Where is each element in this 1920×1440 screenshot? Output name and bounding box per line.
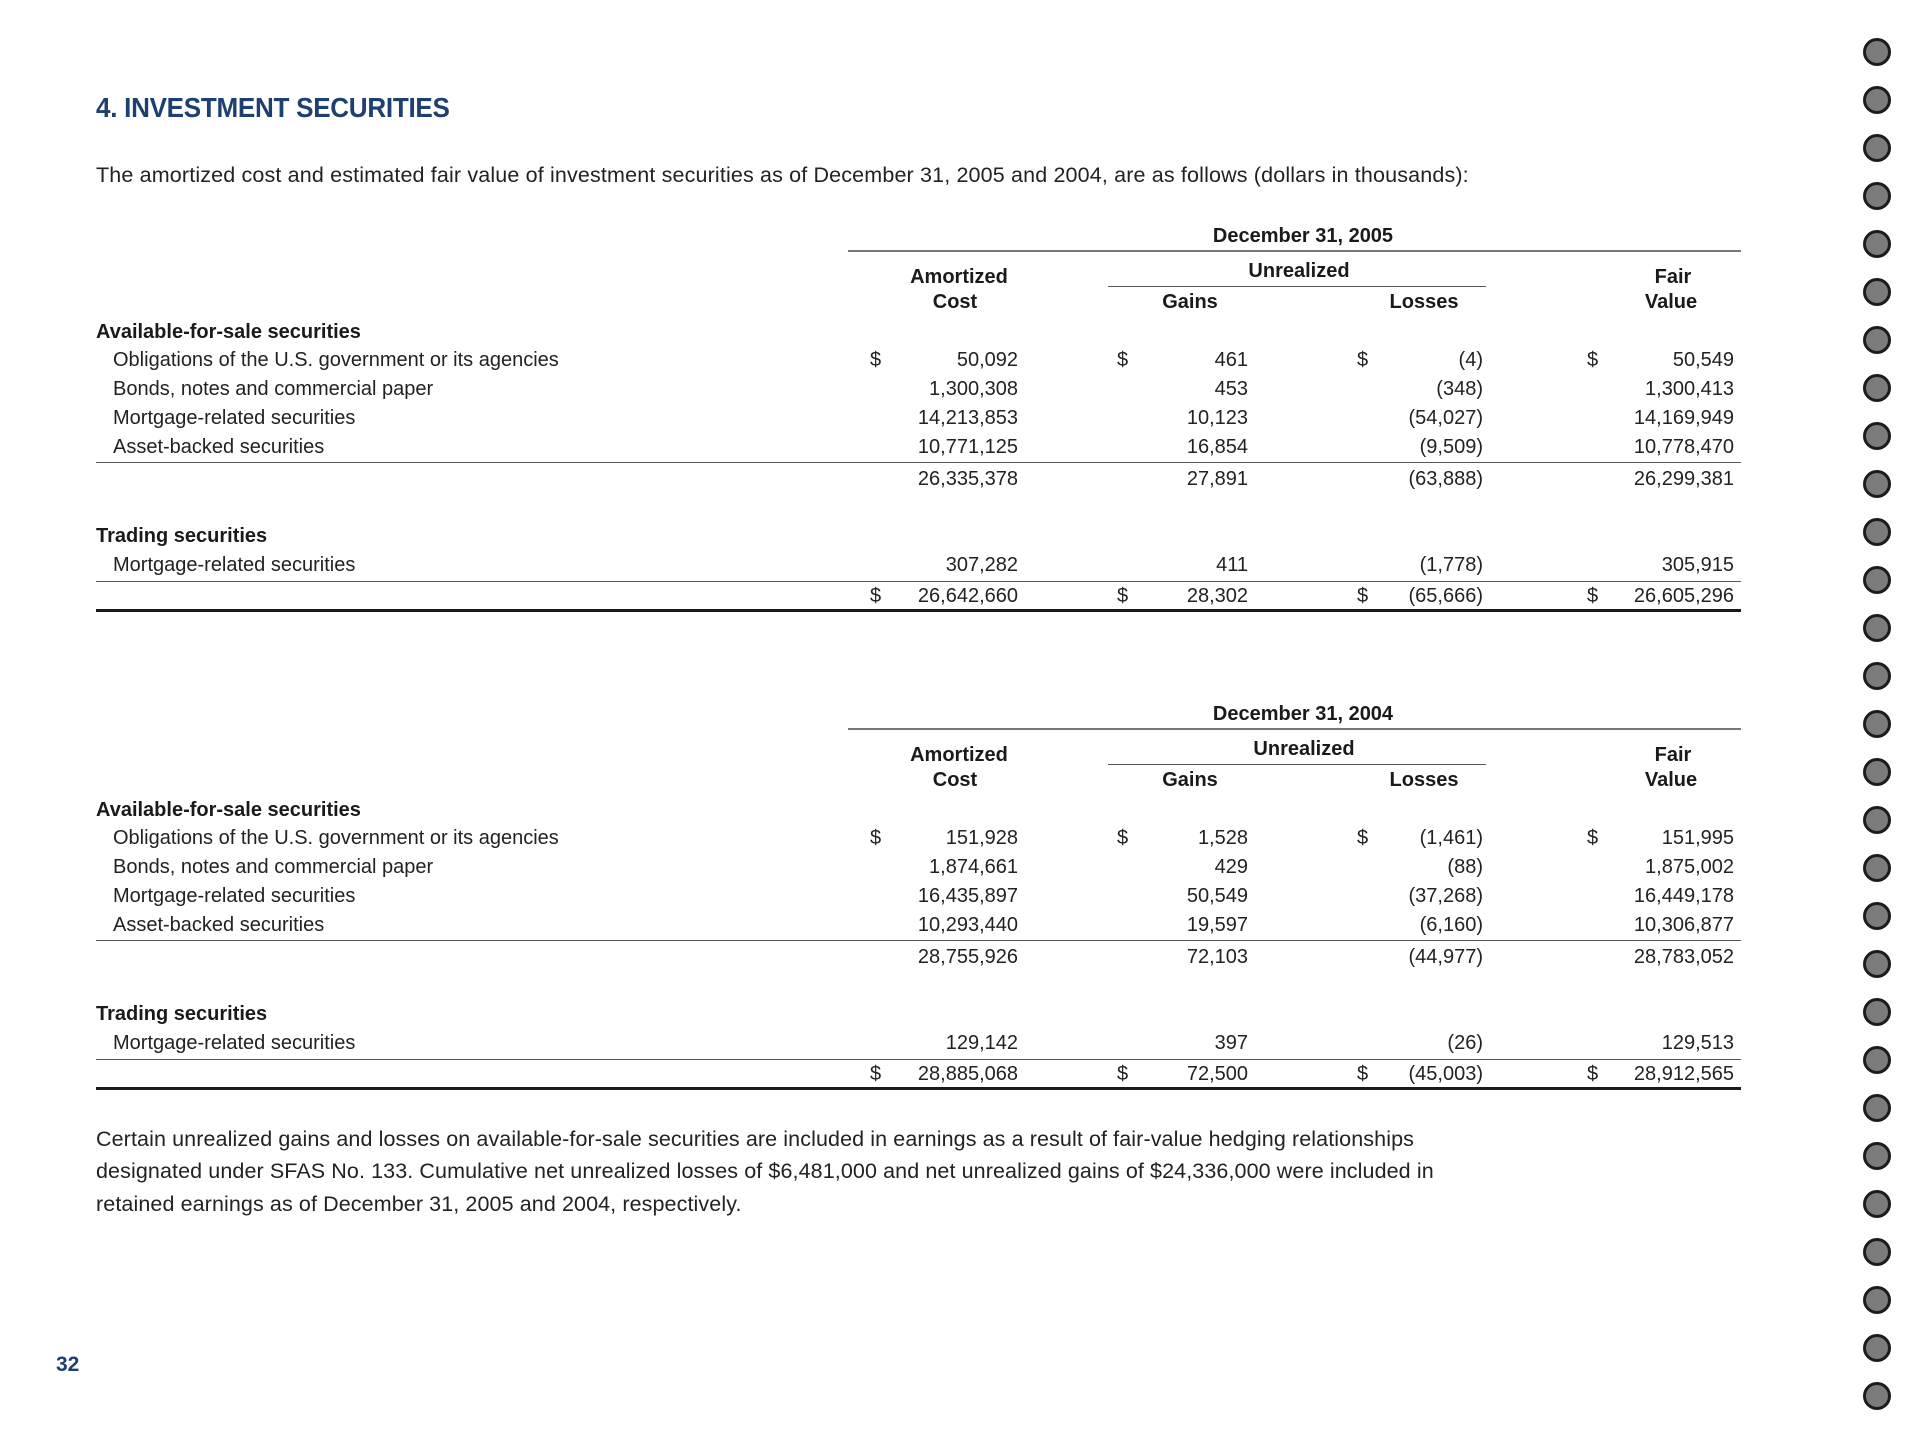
total-losses: (45,003) [1408, 1063, 1483, 1085]
currency-symbol: $ [870, 585, 882, 607]
col-header-unrealized: Unrealized [1248, 260, 1350, 282]
binder-hole-icon [1863, 518, 1891, 546]
intro-paragraph: The amortized cost and estimated fair value of investment securities as of December 31, 2005 and 2004, are as follows (dollars in thousands): [96, 163, 1469, 187]
binder-hole-icon [1863, 374, 1891, 402]
cell-gains: 429 [1214, 856, 1248, 878]
cell-losses: (4) [1458, 349, 1483, 371]
footnote-line: designated under SFAS No. 133. Cumulative net unrealized losses of $6,481,000 and net unrealized gains of $24,336,000 were included in [96, 1159, 1434, 1183]
cell-fair: 1,300,413 [1645, 378, 1734, 400]
table-date-header: December 31, 2004 [1212, 703, 1394, 725]
cell-cost: 129,142 [945, 1032, 1018, 1054]
col-header-amortized: Amortized [910, 266, 1008, 288]
row-label: Obligations of the U.S. government or its agencies [113, 827, 559, 849]
subtotal-gains: 72,103 [1186, 946, 1248, 968]
securities-table-2004 [0, 698, 1920, 1098]
cell-losses: (54,027) [1408, 407, 1483, 429]
binder-hole-icon [1863, 758, 1891, 786]
total-fair: 28,912,565 [1633, 1063, 1734, 1085]
section-label-trading: Trading securities [96, 1003, 268, 1025]
cell-gains: 16,854 [1186, 436, 1248, 458]
row-label: Mortgage-related securities [113, 885, 356, 907]
col-header-gains: Gains [1162, 291, 1218, 313]
cell-losses: (37,268) [1408, 885, 1483, 907]
total-cost: 28,885,068 [917, 1063, 1018, 1085]
section-label-trading: Trading securities [96, 525, 268, 547]
cell-cost: 1,874,661 [929, 856, 1018, 878]
binder-hole-icon [1863, 230, 1891, 258]
binder-hole-icon [1863, 86, 1891, 114]
binder-hole-icon [1863, 38, 1891, 66]
cell-cost: 10,293,440 [917, 914, 1018, 936]
table-date-header: December 31, 2005 [1212, 225, 1394, 247]
cell-losses: (1,778) [1419, 554, 1483, 576]
binder-hole-icon [1863, 278, 1891, 306]
subtotal-cost: 28,755,926 [917, 946, 1018, 968]
section-label-afs: Available-for-sale securities [96, 799, 361, 821]
cell-gains: 1,528 [1197, 827, 1248, 849]
cell-fair: 305,915 [1661, 554, 1734, 576]
cell-cost: 10,771,125 [917, 436, 1018, 458]
currency-symbol: $ [1587, 585, 1599, 607]
binder-hole-icon [1863, 566, 1891, 594]
unrealized-rule [1108, 764, 1486, 765]
binder-hole-icon [1863, 1382, 1891, 1410]
total-gains: 72,500 [1186, 1063, 1248, 1085]
col-header-losses: Losses [1389, 291, 1459, 313]
subtotal-fair: 26,299,381 [1633, 468, 1734, 490]
currency-symbol: $ [870, 349, 882, 371]
col-header-fair: Fair [1654, 266, 1692, 288]
subtotal-cost: 26,335,378 [917, 468, 1018, 490]
col-header-unrealized: Unrealized [1253, 738, 1355, 760]
binder-hole-icon [1863, 902, 1891, 930]
currency-symbol: $ [1587, 827, 1599, 849]
total-losses: (65,666) [1408, 585, 1483, 607]
binder-hole-icon [1863, 422, 1891, 450]
total-gains: 28,302 [1186, 585, 1248, 607]
col-header-fair: Fair [1654, 744, 1692, 766]
cell-cost: 307,282 [945, 554, 1018, 576]
header-rule [848, 250, 1741, 252]
col-header-gains: Gains [1162, 769, 1218, 791]
cell-gains: 10,123 [1186, 407, 1248, 429]
cell-losses: (9,509) [1419, 436, 1483, 458]
cell-fair: 16,449,178 [1633, 885, 1734, 907]
binder-hole-icon [1863, 1142, 1891, 1170]
col-header-value: Value [1644, 769, 1698, 791]
cell-losses: (1,461) [1419, 827, 1483, 849]
row-label: Asset-backed securities [113, 436, 325, 458]
currency-symbol: $ [1587, 1063, 1599, 1085]
binder-hole-icon [1863, 1238, 1891, 1266]
binder-hole-icon [1863, 1046, 1891, 1074]
grand-total-rule [96, 609, 1741, 612]
cell-gains: 461 [1214, 349, 1248, 371]
total-fair: 26,605,296 [1633, 585, 1734, 607]
binder-hole-icon [1863, 614, 1891, 642]
subtotal-rule [96, 462, 1741, 463]
cell-gains: 50,549 [1186, 885, 1248, 907]
col-header-cost: Cost [932, 291, 978, 313]
cell-fair: 10,778,470 [1633, 436, 1734, 458]
binder-hole-icon [1863, 1334, 1891, 1362]
binder-hole-icon [1863, 1190, 1891, 1218]
currency-symbol: $ [1117, 1063, 1129, 1085]
currency-symbol: $ [1357, 827, 1369, 849]
currency-symbol: $ [1357, 349, 1369, 371]
unrealized-rule [1108, 286, 1486, 287]
binder-hole-icon [1863, 470, 1891, 498]
cell-cost: 50,092 [956, 349, 1018, 371]
section-heading: 4. INVESTMENT SECURITIES [96, 92, 450, 123]
row-label: Bonds, notes and commercial paper [113, 378, 434, 400]
subtotal-rule [96, 940, 1741, 941]
cell-cost: 14,213,853 [917, 407, 1018, 429]
binder-hole-icon [1863, 806, 1891, 834]
binder-hole-icon [1863, 326, 1891, 354]
cell-fair: 10,306,877 [1633, 914, 1734, 936]
binder-hole-icon [1863, 998, 1891, 1026]
cell-fair: 151,995 [1661, 827, 1734, 849]
binder-hole-icon [1863, 854, 1891, 882]
cell-gains: 411 [1216, 554, 1248, 576]
cell-gains: 397 [1214, 1032, 1248, 1054]
grand-total-rule [96, 1087, 1741, 1090]
header-rule [848, 728, 1741, 730]
currency-symbol: $ [1357, 585, 1369, 607]
binder-hole-icon [1863, 182, 1891, 210]
col-header-amortized: Amortized [910, 744, 1008, 766]
cell-fair: 129,513 [1661, 1032, 1734, 1054]
cell-cost: 151,928 [945, 827, 1018, 849]
page-number: 32 [56, 1353, 80, 1376]
cell-losses: (6,160) [1419, 914, 1483, 936]
cell-cost: 1,300,308 [929, 378, 1018, 400]
cell-fair: 50,549 [1672, 349, 1734, 371]
currency-symbol: $ [1117, 827, 1129, 849]
cell-fair: 14,169,949 [1633, 407, 1734, 429]
currency-symbol: $ [1587, 349, 1599, 371]
cell-losses: (348) [1436, 378, 1483, 400]
binder-hole-icon [1863, 1286, 1891, 1314]
currency-symbol: $ [870, 1063, 882, 1085]
subtotal-losses: (63,888) [1408, 468, 1483, 490]
total-cost: 26,642,660 [917, 585, 1018, 607]
cell-fair: 1,875,002 [1645, 856, 1734, 878]
col-header-losses: Losses [1389, 769, 1459, 791]
subtotal-fair: 28,783,052 [1633, 946, 1734, 968]
securities-table-2005 [0, 220, 1920, 620]
section-label-afs: Available-for-sale securities [96, 321, 361, 343]
col-header-value: Value [1644, 291, 1698, 313]
cell-losses: (88) [1447, 856, 1483, 878]
total-rule [96, 581, 1741, 582]
binder-hole-icon [1863, 662, 1891, 690]
currency-symbol: $ [1357, 1063, 1369, 1085]
footnote-line: retained earnings as of December 31, 2005 and 2004, respectively. [96, 1192, 742, 1216]
currency-symbol: $ [870, 827, 882, 849]
row-label: Mortgage-related securities [113, 1032, 356, 1054]
footnote-line: Certain unrealized gains and losses on available-for-sale securities are included in earnings as a result of fair-value hedging relationships [96, 1127, 1414, 1151]
cell-gains: 19,597 [1186, 914, 1248, 936]
subtotal-losses: (44,977) [1408, 946, 1483, 968]
binder-hole-icon [1863, 950, 1891, 978]
row-label: Obligations of the U.S. government or its agencies [113, 349, 559, 371]
currency-symbol: $ [1117, 349, 1129, 371]
binder-hole-icon [1863, 710, 1891, 738]
col-header-cost: Cost [932, 769, 978, 791]
subtotal-gains: 27,891 [1186, 468, 1248, 490]
binder-hole-icon [1863, 1094, 1891, 1122]
binder-hole-icon [1863, 134, 1891, 162]
row-label: Mortgage-related securities [113, 554, 356, 576]
row-label: Mortgage-related securities [113, 407, 356, 429]
row-label: Bonds, notes and commercial paper [113, 856, 434, 878]
currency-symbol: $ [1117, 585, 1129, 607]
row-label: Asset-backed securities [113, 914, 325, 936]
cell-losses: (26) [1447, 1032, 1483, 1054]
cell-cost: 16,435,897 [917, 885, 1018, 907]
total-rule [96, 1059, 1741, 1060]
cell-gains: 453 [1214, 378, 1248, 400]
